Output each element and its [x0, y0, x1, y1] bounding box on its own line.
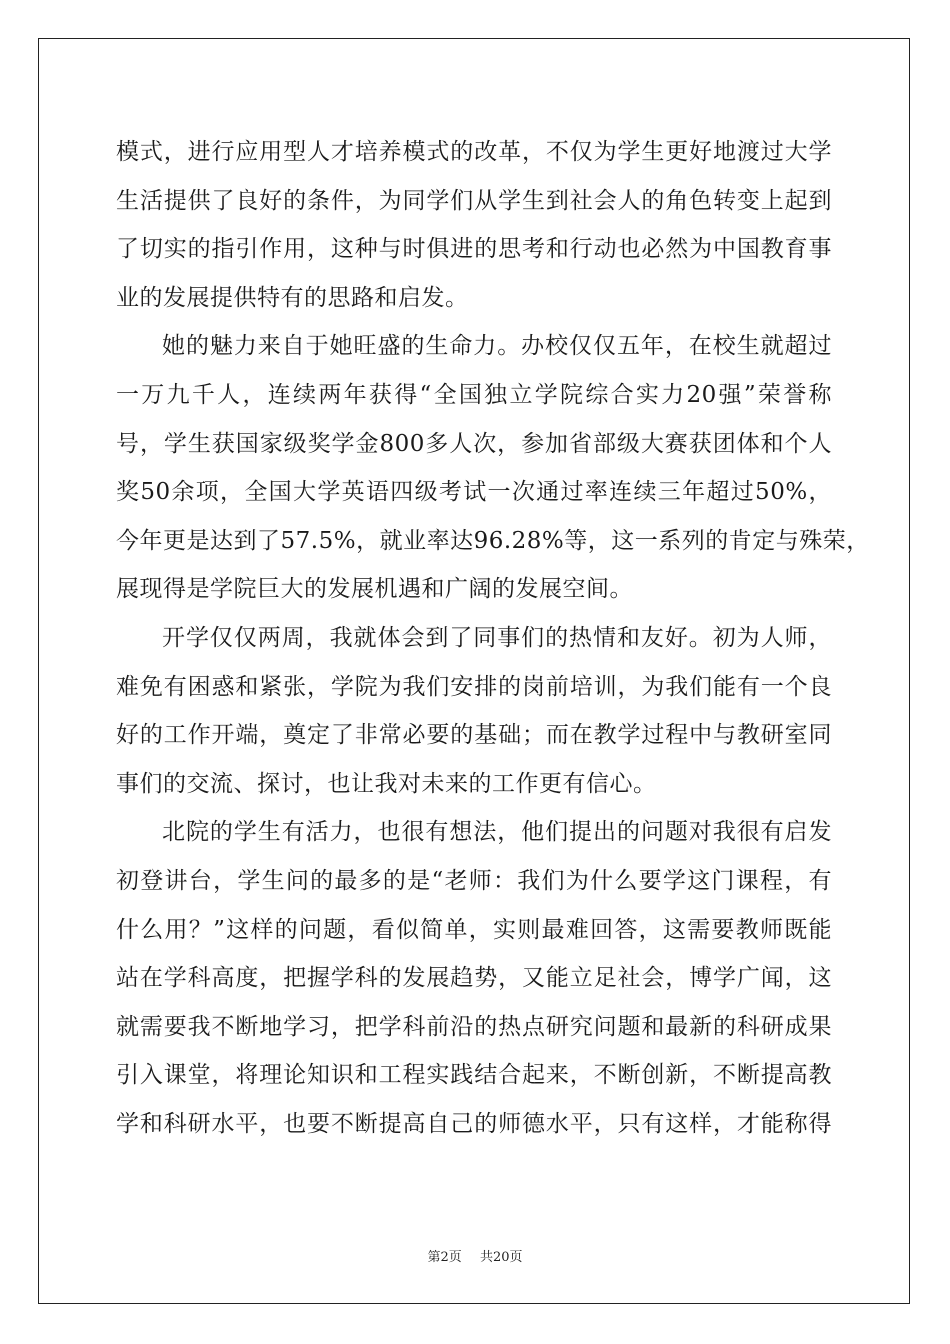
text-line: 业的发展提供特有的思路和启发。 [116, 284, 469, 311]
text-line: 今年更是达到了57.5%，就业率达96.28%等，这一系列的肯定与殊荣， [116, 527, 870, 554]
text-line: 她的魅力来自于她旺盛的生命力。办校仅仅五年，在校生就超过 [162, 333, 832, 360]
text-line: 号，学生获国家级奖学金800多人次，参加省部级大赛获团体和个人 [116, 430, 832, 457]
text-line: 什么用？”这样的问题，看似简单，实则最难回答，这需要教师既能 [116, 916, 832, 943]
text-line: 生活提供了良好的条件，为同学们从学生到社会人的角色转变上起到 [116, 187, 832, 214]
text-line: 一万九千人，连续两年获得“全国独立学院综合实力20强”荣誉称 [116, 381, 832, 408]
text-line: 学和科研水平，也要不断提高自己的师德水平，只有这样，才能称得 [116, 1110, 832, 1137]
text-line: 北院的学生有活力，也很有想法，他们提出的问题对我很有启发 [162, 819, 832, 846]
text-line: 了切实的指引作用，这种与时俱进的思考和行动也必然为中国教育事 [116, 236, 832, 263]
text-line: 初登讲台，学生问的最多的是“老师：我们为什么要学这门课程，有 [116, 867, 832, 894]
text-line: 引入课堂，将理论知识和工程实践结合起来，不断创新，不断提高教 [116, 1062, 832, 1089]
text-line: 站在学科高度，把握学科的发展趋势，又能立足社会，博学广闻，这 [116, 965, 832, 992]
document-body [116, 128, 870, 1148]
text-line: 开学仅仅两周，我就体会到了同事们的热情和友好。初为人师， [162, 624, 832, 651]
text-line: 展现得是学院巨大的发展机遇和广阔的发展空间。 [116, 576, 633, 603]
text-line: 就需要我不断地学习，把学科前沿的热点研究问题和最新的科研成果 [116, 1013, 832, 1040]
text-line: 事们的交流、探讨，也让我对未来的工作更有信心。 [116, 770, 657, 797]
page-number: 第2页 [427, 1250, 462, 1265]
page-total: 共20页 [479, 1250, 523, 1265]
text-line: 难免有困惑和紧张，学院为我们安排的岗前培训，为我们能有一个良 [116, 673, 832, 700]
page-footer [0, 1246, 950, 1265]
text-line: 奖50余项，全国大学英语四级考试一次通过率连续三年超过50%， [116, 479, 832, 506]
text-line: 好的工作开端，奠定了非常必要的基础；而在教学过程中与教研室同 [116, 722, 832, 749]
text-line: 模式，进行应用型人才培养模式的改革，不仅为学生更好地渡过大学 [116, 139, 832, 165]
